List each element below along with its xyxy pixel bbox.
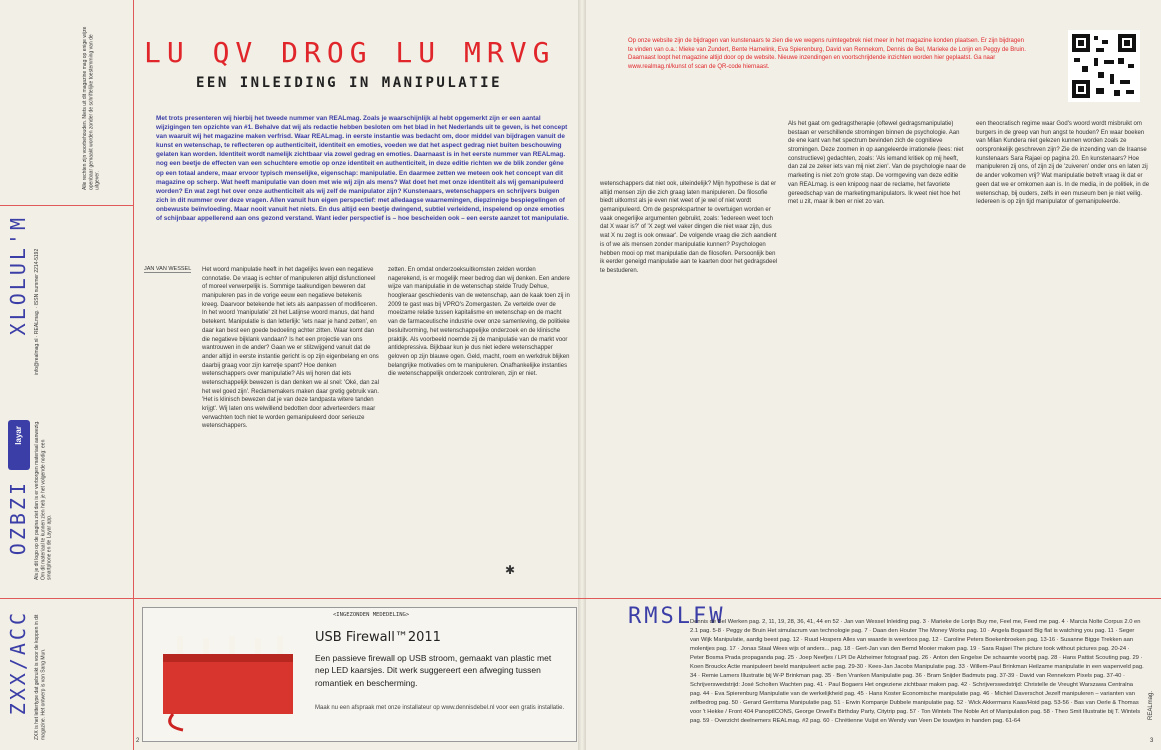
article-title: LU QV DROG LU MRVG — [144, 36, 556, 69]
author-byline: JAN VAN WESSEL — [144, 266, 192, 272]
column-3 — [600, 180, 778, 580]
qr-code-icon[interactable] — [1068, 30, 1140, 102]
column-1-text: Het woord manipulatie heeft in het dagelijks leven een negatieve connotatie. De vraag is echter of manipuleren altijd disfunctioneel of moreel verwerpelijk is. Sommige taalkundigen beweren dat manipuleren pas in de vorige eeuw een negatieve betekenis kreeg. Daarvoor betekende het iets als aanpassen of modificeren. In het woord 'manipulatie' zit het Latijnse woord manus, dat hand betekent. Manipulatie is dan letterlijk: 'iets naar je hand zetten', en daar kan best een goede bedoeling achter zitten. Waar komt dan die negatieve bijklank vandaan? Is het een projectie van ons wantrouwen in de ander? Gaan we er stilzwijgend vanuit dat de ander altijd in eerste instantie gericht is op zijn eigenbelang en ons daarbij graag voor zijn karretje spant? Hoe denken wetenschappers over manipulatie? Als wij horen dat iets wetenschappelijk bewezen is dan denken we al snel: 'Oké, dan zal het wel goed zijn'. Reclamemakers maken daar gretig gebruik van. 'Het is klinisch bewezen dat je van deze tandpasta witere tanden krijgt'. Wij laten ons welwillend bedotten door adverteerders maar verwachten toch niet te worden gemanipuleerd door serieuze wetenschappers. — [202, 267, 379, 430]
ad-text: Een passieve firewall op USB stroom, gemaakt van plastic met nep LED kaarsjes. Dit werk suggereert een afweging tussen romantiek en bescherming. — [315, 653, 552, 688]
column-4 — [788, 120, 966, 580]
column-3-text: wetenschappers dat niet ook, uiteindelijk? Mijn hypothese is dat er altijd mensen zijn die zich graag laten manipuleren. De filosofie biedt uitkomst als je even niet weet of je wel of niet wordt gemanipuleerd. Om de gesprekspartner te overtuigen worden er vaak onegerlijke argumenten gebruikt, zoals: 'Iedereen weet toch dat X waar is?' of 'X zegt wel vaker dingen die niet waar zijn, dus wat X nu zegt is ook onwaar'. De volgende vraag die zich aandient is of we als mensen zonder manipulatie kunnen? Psychologen hebben mooi op met manipulatie dan de filosofen. Persoonlijk ben ik eerder geneigd manipulatie aan te kaarten door het gedragsdeel te bestuderen. — [600, 181, 778, 274]
sidebar-divider-1 — [0, 205, 133, 206]
usb-firewall-image — [153, 626, 303, 734]
sidebar-divider-2 — [0, 598, 1161, 599]
column-2 — [388, 266, 570, 596]
left-sidebar — [0, 0, 134, 750]
xlolul-heading: XLOLUL'M — [6, 215, 30, 336]
column-5 — [976, 120, 1150, 580]
spine-fold — [578, 0, 586, 750]
realmag-footer-mark: REALmag. — [1148, 690, 1154, 720]
xlolul-text: info@realmag.nl · REALmag. · ISSN nummer 2214-5192 — [34, 248, 40, 375]
ad-title: USB Firewall™2011 — [315, 630, 441, 645]
column-5-text: een theocratisch regime waar God's woord wordt misbruikt om burgers in de greep van hun angst te houden? En waar boeken van Milan Kundera niet gelezen kunnen worden zoals ze oorspronkelijk geschreven zijn? Zie de inzending van de Iraanse kunstenaars Sara Rajaei op pagina 20. En kunstenaars? Hoe manipuleren zij ons, of zijn zij de 'zuiveren' onder ons en laten zij de ander volkomen vrij? Wat manipulatie betreft vraag ik dat er geen dat we er omkomen aan is. In de media, in de politiek, in de wetenschap, bij ouders, zelfs in een museum ben je niet veilig. Iedereen is op zijn tijd manipulator of gemanipuleerde. — [976, 121, 1150, 206]
page-number-right: 3 — [1150, 738, 1154, 744]
column-2-text: zetten. En omdat onderzoeksuitkomsten zelden worden nagerekend, is er mogelijk meer bedrog dan wij denken. Een andere wijze van manipulatie in de wetenschap stelde Trudy Dehue, hoogleraar geschiedenis van de wetenschap, aan de kaak toen zij in 2009 te gast was bij VPRO's Zomergasten. Ze vertelde over de moeizame relatie tussen kapitalisme en wetenschap en de macht van de farmaceutische industrie over onze samenleving, de politieke besluitvorming, het wetenschappelijke onderzoek en de klinische praktijk. Als voorbeeld noemde zij de manipulatie van de markt voor antidepressiva. Bijkbaar kun je dus niet iedere wetenschapper geloven op zijn blauwe ogen. Geld, macht, roem en werkdruk blijken belangrijke motivaties om te manipuleren. Onafhankelijke instanties die wetenschappelijk onderzoek controleren, zijn er niet. — [388, 267, 570, 378]
column-1 — [202, 266, 380, 596]
ad-small-text: Maak nu een afspraak met onze installateur op www.dennisdebel.nl voor een gratis installatie. — [315, 705, 565, 711]
layar-badge[interactable]: layar — [8, 420, 30, 470]
contents-list: Dennis de Bel Werken pag. 2, 11, 19, 28, 36, 41, 44 en 52 · Jan van Wessel Inleiding pag. 3 · Marieke de Lorijn Buy me, Feel me, Feed me pag. 4 · Marcia Nolte Corpus 2.0 en 2.1 pag. 5-8 · Peggy de Bruin Het simulacrum van technologie pag. 7 · Daan den Houter The Money Works pag. 10 · Angela Bogaard Big flat is watching you pag. 11 · Seger van Wijk Manipulatie, aardig beest pag. 12 · Ruud Hospers Alles van waarde is weerloos pag. 12 · Caroline Peters Boekenbroeken pag. 13-16 · Susanne Bigge Trekken aan molentjes pag. 17 · Jonas Staal Wees wijs of anders... pag. 18 · Gert-Jan van den Bemd Mooier maken pag. 19 · Sara Rajaei The picture took without pictures pag. 20-24 · Peter Bosma Prada propaganda pag. 25 · Joep Neefjes / LPI De Alzheimer fotograaf pag. 26 · Anton den Engelse De schaamte voorbij pag. 28 · Hans Pattist Scouting pag. 29 · Koen Brouckx Actie manipuleert beeld manipuleert actie pag. 29-30 · Kees-Jan Jacobs Manipulatie pag. 33 · Willem-Paul Brinkman Heilzame manipulatie in een wapenveld pag. 34 · Remie Lamers Illustratie bij W-P Brinkman pag. 35 · Ben Vranken Manipulatie pag. 36 · Bram Snijder Badmuts pag. 37-39 · David van Rennekom Pixels pag. 37-40 · Schrijverswedstrijd: José Scholten Wachten pag. 41 · Paul Bogaers Het ongeziene zichtbaar maken pag. 42 · Schrijverswedstrijd: Christelle de Vreught Warszawa Centralna pag. 44 · Eva Spierenburg Manipulatie van de werkelijkheid pag. 45 · Hans Koster Economische manipulatie pag. 46 · Michiel Daverschot Jezelf manipuleren – varianten van zelfbedrog pag. 50 · Gerard Gerritsma Manipulatie pag. 51 · Erwin Kompanje Dubbele manipulatie pag. 52 · Wick Akkermans Kaas/Hoid pag. 53-56 · Bas van Oerle & Thomas voor 't Hekke / Front 404 PanoptICONS, George Orwell's Birthday Party, Citytrip pag. 57 · Ton Wintels The Noble Art of Manipulation pag. 58 · Theo Smit Illustratie bij T. Wintels pag. 59 · Overzicht deelnemers REALmag. #2 pag. 60 · Chrétienne Vuijst en Wendy van Veen De touwtjes in handen pag. 61-64 — [690, 619, 1144, 724]
fly-icon: ✱ — [505, 563, 516, 577]
ad-label: <INGEZONDEN MEDEDELING> — [333, 612, 410, 618]
article-subtitle: EEN INLEIDING IN MANIPULATIE — [196, 75, 503, 91]
page-number-left: 2 — [136, 738, 140, 744]
column-4-text: Als het gaat om gedragstherapie (oftewel gedragsmanipulatie) bestaan er verschillende stromingen binnen de psychologie. Aan de ene kant van het spectrum bevinden zich de cognitieve stromingen. Deze zoomen in op aangeleerde irrationele (lees: niet constructieve) gedachten, zoals: 'Als iemand kritiek op mij heeft, dan zal ze zeker iets van mij niet zien'. Van de psychologie naar de marketing is niet zo'n grote stap. De vormgeving van deze editie van REALmag. is een knipoog naar de reclame, het favoriete gereedschap van de marketingmanipulators. Ik weet niet hoe het met u zit, maar ik ben er niet zo van. — [788, 121, 966, 206]
ozbzi-heading: OZBZI — [6, 480, 30, 556]
colophon-text: Alle rechten zijn voorbehouden. Niets uit dit magazine mag op enige wijze openbaar gemaakt worden zonder de schriftelijke toestemming van de uitgever. — [82, 26, 101, 190]
zxx-text: ZXX is het lettertype dat gebruikt is voor de koppen in dit magazine. Het ontwerp is van Sang Mun. — [34, 614, 47, 740]
website-notice: Op onze website zijn de bijdragen van kunstenaars te zien die we wegens ruimtegebrek niet meer in het magazine konden plaatsen. Er zijn bijdragen te vinden van o.a.: Mieke van Zundert, Bente Harnelink, Eva Spierenburg, David van Rennekom, Dennis de Bel, Marieke de Lorijn en Peggy de Bruin. Daarnaast loopt het magazine altijd door op de website. Nieuwe inzendingen en voortschrijdende inzichten worden hier geplaatst. Ga naar www.realmag.nl/kunst of scan de QR-code hiernaast. — [628, 38, 1026, 71]
ozbzi-text: Als je dit logo op de pagina ziet dan is er verborgen materiaal aanwezig. Om dit materiaal te kunnen zien heb je het volgende nodig: een smartphone en de Layar app. — [34, 420, 53, 580]
contents-heading: RMSLFW — [628, 604, 726, 629]
zxx-heading: ZXX/ACC — [6, 610, 30, 716]
article-intro: Met trots presenteren wij hierbij het tweede nummer van REALmag. Zoals je waarschijnlijk al hebt opgemerkt zijn er een aantal wijzigingen ten opzichte van #1. Behalve dat wij als redactie hebben besloten om het blad in het Nederlands uit te geven, is het concept van waaruit wij het magazine maken verfrisd. Waar REALmag. in eerste instantie was bedacht om, door middel van bijdragen vanuit de kunst en wetenschap, te reflecteren op authenticiteit, identiteit en emoties, voeden we dat het aspect gedrag niet buiten beschouwing gelaten kan worden. Identiteit wordt namelijk zichtbaar via zowel gedrag en emoties. Daarnaast is in het eerste nummer van REALmag. nog een beetje de effecten van een schuchtere emotie op onze identiteit en authenticiteit, in deze editie richten we de blik zonder gêne op een totaal andere, maar ervoor typisch menselijke, eigenschap: manipulatie. En daarmee zetten we meteen ook het concept van dit magazine op scherp. Wat heeft manipulatie van doen met wie wij zijn als mens? Wat doet het met onze identiteit als wij gemanipuleerd worden? En wat zegt het over onze authenticiteit als wij zelf de manipulator zijn? Kunstenaars, wetenschappers en schrijvers buigen zich in dit nummer over deze vragen. Allen vanuit hun eigen perspectief: met alledaagse waarnemingen, diepzinnige bespiegelingen of onbewuste beïnvloeding. Maar nooit vanuit het niets. En dus altijd een beetje dwingend, subtiel verleidend, inspelend op onze emoties of schijnbaar appellerend aan ons gezond verstand. Want ieder perspectief is – hoe bescheiden ook – een eerste aanzet tot manipulatie. — [156, 115, 569, 223]
advertisement-box — [142, 607, 577, 742]
